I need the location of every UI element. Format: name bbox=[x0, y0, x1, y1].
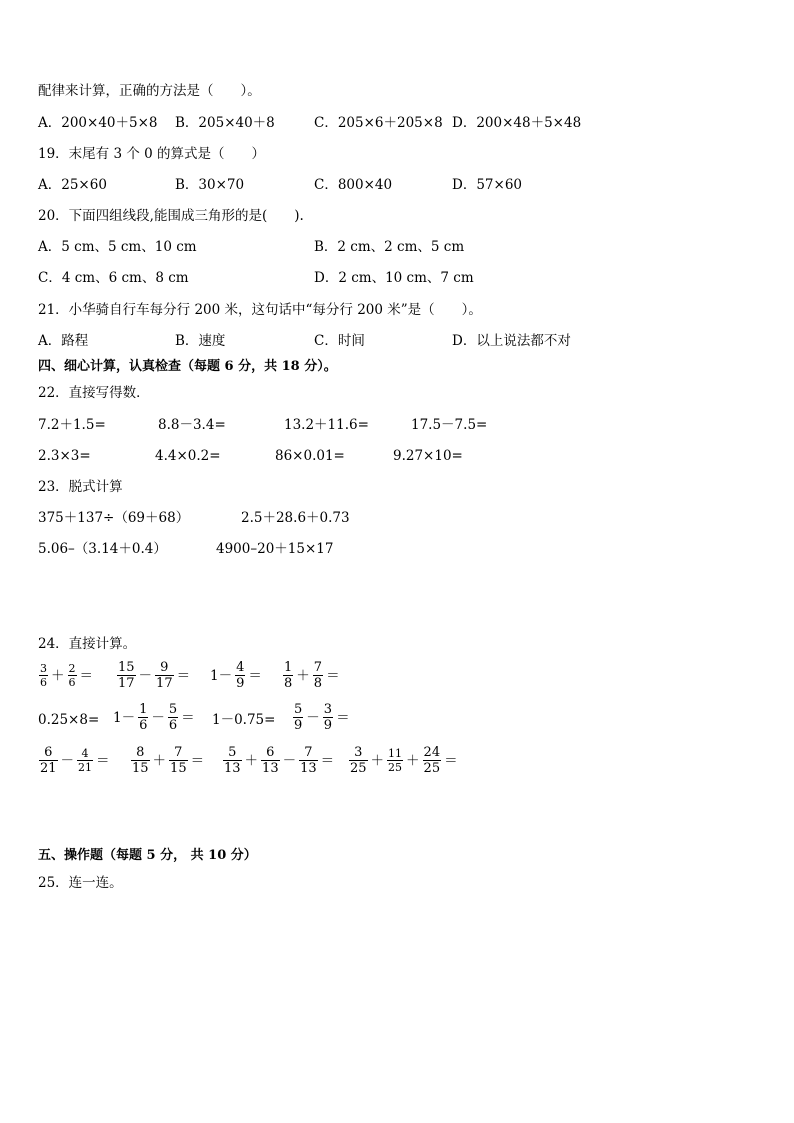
q24-r3-e2: $\frac{8}{15}$ ＋ $\frac{7}{15}$ ＝ bbox=[132, 745, 205, 776]
q22-r2-c3: 86×0.01= bbox=[275, 448, 345, 464]
q20-option-a: A．5 cm、5 cm、10 cm bbox=[38, 239, 197, 255]
fraction: $\frac{24}{25}$ bbox=[423, 745, 441, 776]
q22-r2-c1: 2.3×3= bbox=[38, 448, 91, 464]
q24-r1-e3: 1－ $\frac{4}{9}$ ＝ bbox=[210, 660, 262, 691]
q23-item-3: 5.06–（3.14＋0.4） bbox=[38, 541, 167, 557]
q22-r1-c1: 7.2＋1.5= bbox=[38, 417, 106, 433]
fraction: $\frac{15}{17}$ bbox=[118, 660, 135, 691]
fraction: $\frac{3}{9}$ bbox=[323, 702, 333, 733]
q23-stem: 23．脱式计算 bbox=[38, 479, 123, 495]
q20-option-b: B．2 cm、2 cm、5 cm bbox=[314, 239, 465, 255]
q24-r3-e4: $\frac{3}{25}$ ＋ $\frac{11}{25}$ ＋ $\frac{24}{25}$ ＝ bbox=[350, 745, 458, 776]
q18-option-d: D．200×48＋5×48 bbox=[452, 115, 582, 131]
fraction: $\frac{3}{6}$ bbox=[40, 662, 47, 689]
q24-r1-e2: $\frac{15}{17}$ － $\frac{9}{17}$ ＝ bbox=[118, 660, 191, 691]
fraction: $\frac{1}{8}$ bbox=[284, 660, 293, 691]
q24-r1-e1: $\frac{3}{6}$ ＋ $\frac{2}{6}$ ＝ bbox=[40, 662, 93, 689]
fraction: $\frac{7}{13}$ bbox=[300, 745, 317, 776]
q21-option-a: A．路程 bbox=[38, 333, 89, 349]
q24-r3-e1: $\frac{6}{21}$ － $\frac{4}{21}$ ＝ bbox=[40, 745, 110, 776]
fraction: $\frac{9}{17}$ bbox=[156, 660, 173, 691]
q19-stem: 19．末尾有 3 个 0 的算式是（ ） bbox=[38, 146, 266, 162]
fraction: $\frac{11}{25}$ bbox=[388, 747, 403, 774]
q18-option-a: A．200×40＋5×8 bbox=[38, 115, 158, 131]
fraction: $\frac{5}{9}$ bbox=[294, 702, 303, 733]
q19-option-d: D．57×60 bbox=[452, 177, 522, 193]
fraction: $\frac{7}{8}$ bbox=[313, 660, 323, 691]
fraction: $\frac{8}{15}$ bbox=[132, 745, 149, 776]
q18-stem: 配律来计算，正确的方法是（ ）。 bbox=[38, 83, 261, 99]
fraction: $\frac{6}{21}$ bbox=[40, 745, 57, 776]
q22-r1-c2: 8.8－3.4= bbox=[158, 417, 226, 433]
q22-r1-c4: 17.5－7.5= bbox=[411, 417, 488, 433]
fraction: $\frac{5}{6}$ bbox=[168, 702, 178, 733]
q21-stem: 21．小华骑自行车每分行 200 米，这句话中“每分行 200 米”是（ ）。 bbox=[38, 302, 482, 318]
q24-r2-e4: $\frac{5}{9}$ － $\frac{3}{9}$ ＝ bbox=[294, 702, 350, 733]
q18-option-b: B．205×40＋8 bbox=[175, 115, 275, 131]
q21-option-b: B．速度 bbox=[175, 333, 226, 349]
section-5-title: 五、操作题（每题 5 分， 共 10 分） bbox=[38, 848, 257, 863]
fraction: $\frac{5}{13}$ bbox=[224, 745, 241, 776]
fraction: $\frac{2}{6}$ bbox=[68, 662, 76, 689]
fraction: $\frac{6}{13}$ bbox=[262, 745, 279, 776]
q20-option-d: D．2 cm、10 cm、7 cm bbox=[314, 270, 474, 286]
q20-stem: 20．下面四组线段,能围成三角形的是( ). bbox=[38, 208, 304, 224]
q24-r1-e4: $\frac{1}{8}$ ＋ $\frac{7}{8}$ ＝ bbox=[284, 660, 340, 691]
q22-r2-c4: 9.27×10= bbox=[393, 448, 463, 464]
q22-r2-c2: 4.4×0.2= bbox=[155, 448, 221, 464]
fraction: $\frac{1}{6}$ bbox=[139, 702, 148, 733]
fraction: $\frac{7}{15}$ bbox=[170, 745, 187, 776]
q23-item-4: 4900–20＋15×17 bbox=[216, 541, 334, 557]
q24-r2-e1: 0.25×8= bbox=[38, 712, 100, 728]
q23-item-2: 2.5＋28.6＋0.73 bbox=[241, 510, 350, 526]
q25-stem: 25．连一连。 bbox=[38, 875, 123, 891]
q24-r2-e2: 1－ $\frac{1}{6}$ － $\frac{5}{6}$ ＝ bbox=[113, 702, 195, 733]
q21-option-d: D．以上说法都不对 bbox=[452, 333, 571, 349]
q19-option-c: C．800×40 bbox=[314, 177, 393, 193]
q21-option-c: C．时间 bbox=[314, 333, 365, 349]
q24-r3-e3: $\frac{5}{13}$ ＋ $\frac{6}{13}$ － $\frac{7}{13}$ ＝ bbox=[224, 745, 335, 776]
fraction: $\frac{4}{21}$ bbox=[78, 747, 93, 774]
section-4-title: 四、细心计算，认真检查（每题 6 分，共 18 分）。 bbox=[38, 359, 337, 374]
q19-option-b: B．30×70 bbox=[175, 177, 245, 193]
q23-item-1: 375＋137÷（69＋68） bbox=[38, 510, 190, 526]
q24-stem: 24．直接计算。 bbox=[38, 636, 137, 652]
fraction: $\frac{3}{25}$ bbox=[350, 745, 367, 776]
q22-stem: 22．直接写得数． bbox=[38, 385, 150, 401]
q22-r1-c3: 13.2＋11.6= bbox=[284, 417, 369, 433]
q24-r2-e3: 1－0.75= bbox=[212, 712, 276, 728]
fraction: $\frac{4}{9}$ bbox=[236, 660, 245, 691]
q19-option-a: A．25×60 bbox=[38, 177, 107, 193]
q20-option-c: C．4 cm、6 cm、8 cm bbox=[38, 270, 189, 286]
q18-option-c: C．205×6＋205×8 bbox=[314, 115, 443, 131]
